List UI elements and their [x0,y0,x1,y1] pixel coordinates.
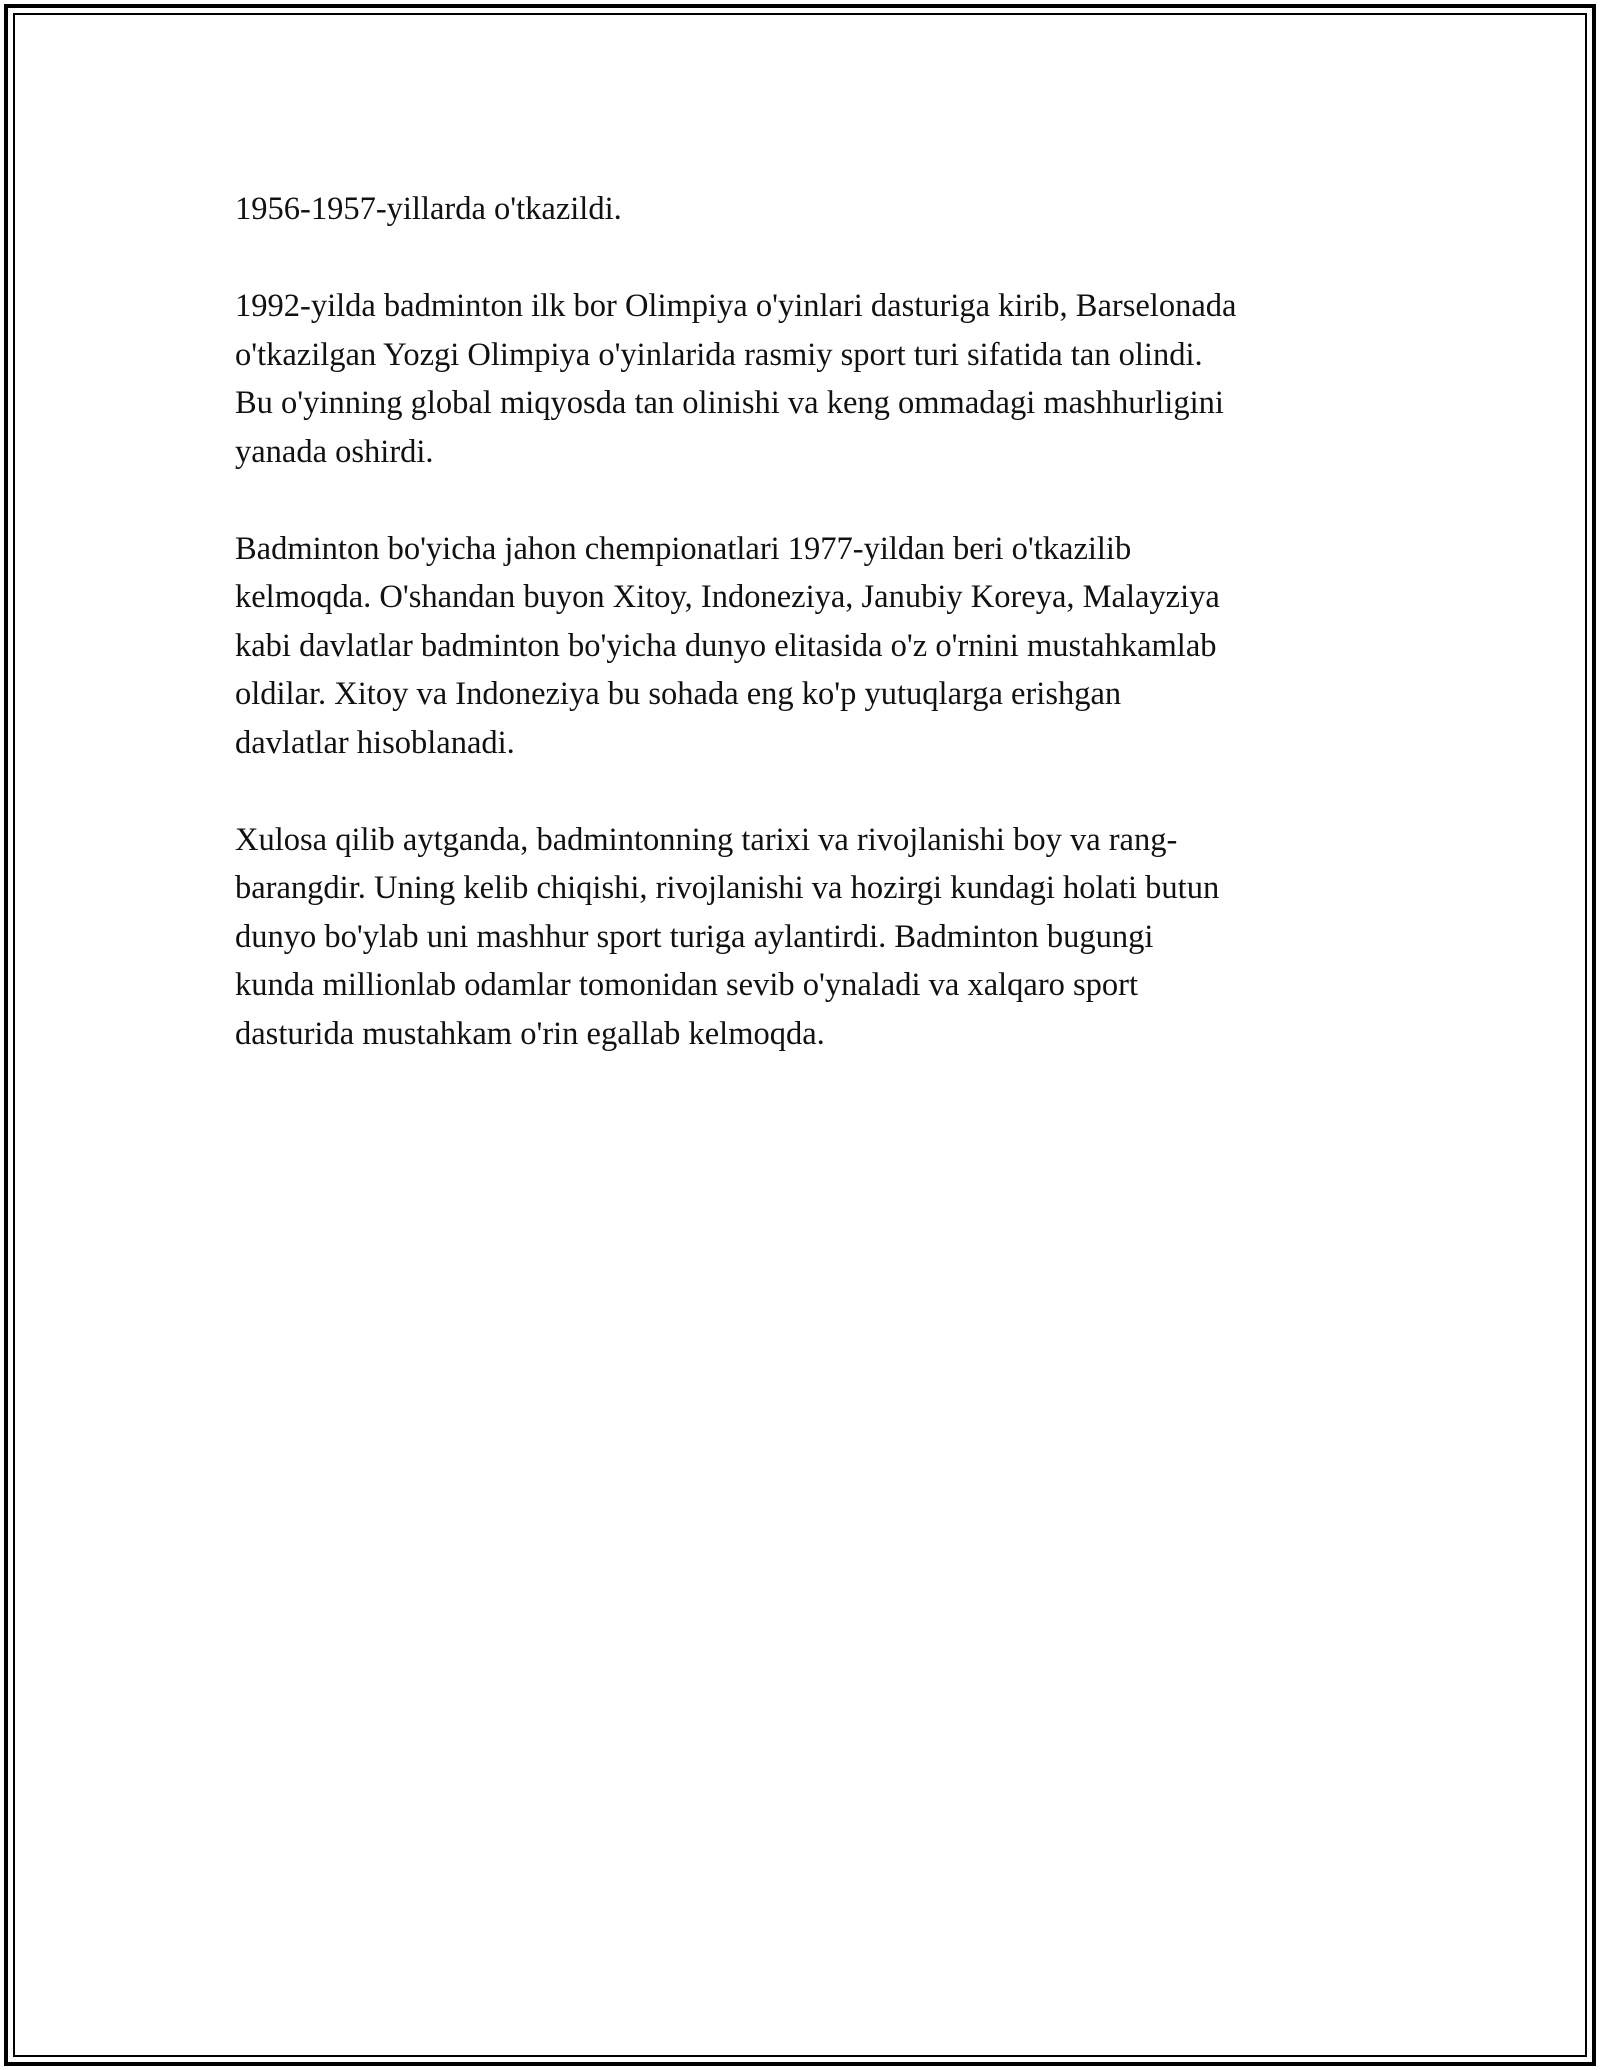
text-line: barangdir. Uning kelib chiqishi, rivojlanishi va hozirgi kundagi holati butun [235,870,1220,906]
paragraph [235,185,1385,234]
text-line: Bu o'yinning global miqyosda tan olinishi va keng ommadagi mashhurligini [235,385,1224,421]
paragraph [235,282,1385,476]
text-line: Badminton bo'yicha jahon chempionatlari 1977-yildan beri o'tkazilib [235,530,1132,567]
text-line: dunyo bo'ylab uni mashhur sport turiga aylantirdi. Badminton bugungi [235,918,1154,955]
paragraph [235,525,1385,768]
text-line: yanada oshirdi. [235,433,434,470]
paragraph [235,816,1385,1059]
text-line: kelmoqda. O'shandan buyon Xitoy, Indoneziya, Janubiy Koreya, Malayziya [235,579,1220,615]
text-line: kabi davlatlar badminton bo'yicha dunyo elitasida o'z o'rnini mustahkamlab [235,627,1217,664]
text-line: 1992-yilda badminton ilk bor Olimpiya o'yinlari dasturiga kirib, Barselonada [235,288,1237,324]
text-line: davlatlar hisoblanadi. [235,724,515,761]
text-line: dasturida mustahkam o'rin egallab kelmoqda. [235,1015,825,1052]
text-line: kunda millionlab odamlar tomonidan sevib o'ynaladi va xalqaro sport [235,967,1139,1003]
document-body [235,185,1385,1107]
text-line: o'tkazilgan Yozgi Olimpiya o'yinlarida rasmiy sport turi sifatida tan olindi. [235,336,1203,373]
text-line: Xulosa qilib aytganda, badmintonning tarixi va rivojlanishi boy va rang- [235,821,1178,858]
text-line: oldilar. Xitoy va Indoneziya bu sohada eng ko'p yutuqlarga erishgan [235,676,1122,712]
text-line: 1956-1957-yillarda o'tkazildi. [235,191,622,227]
